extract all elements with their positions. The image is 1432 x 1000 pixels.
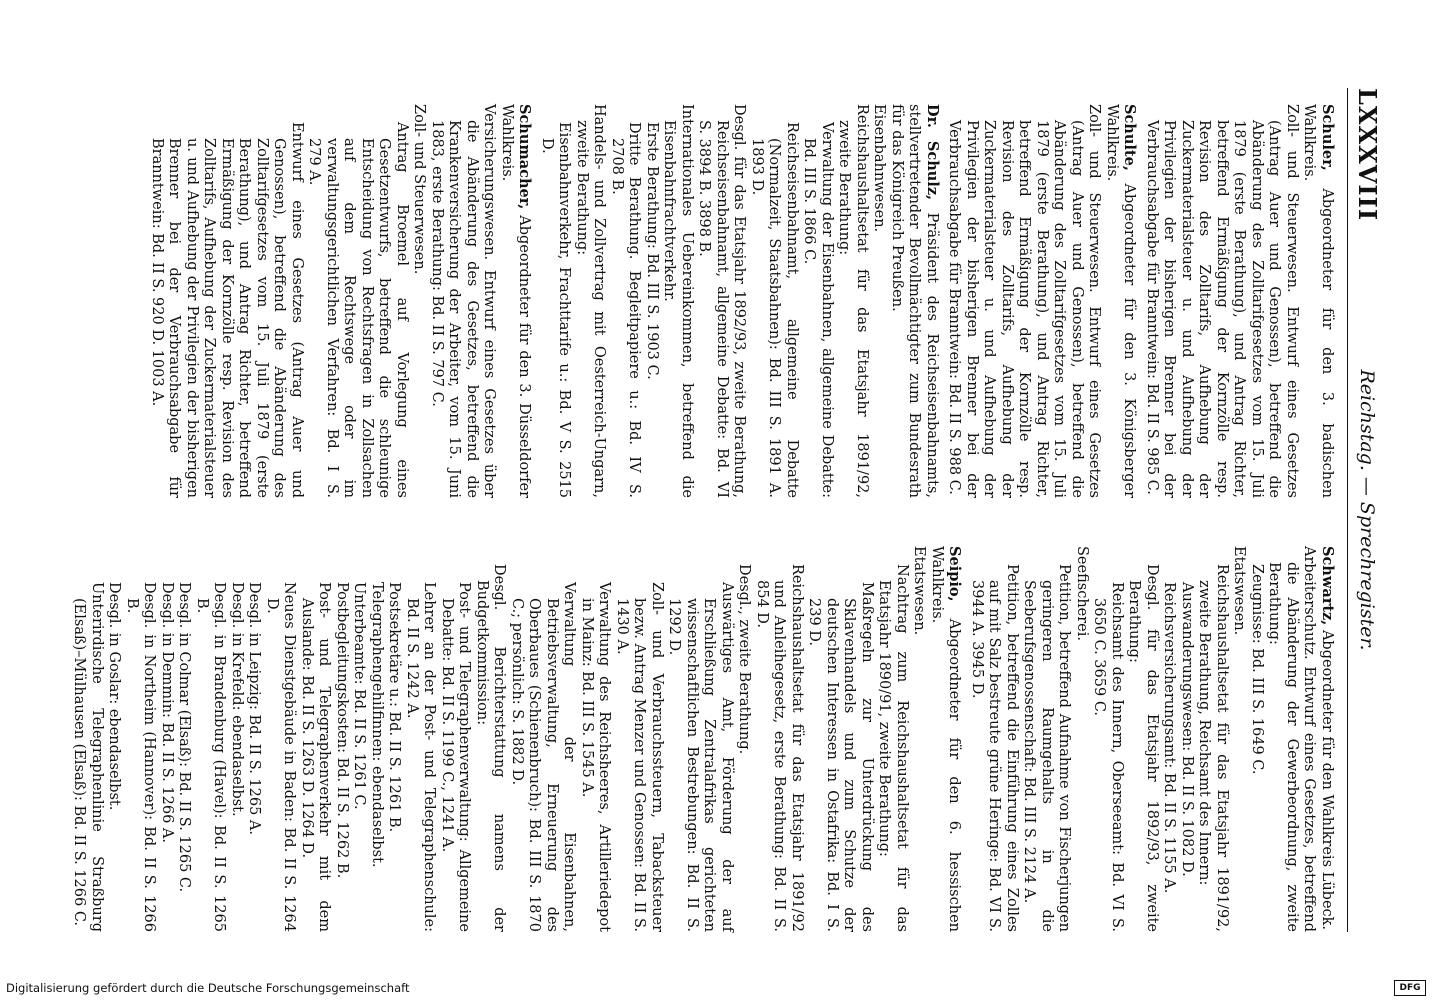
register-line: Desgl. für das Etatsjahr 1892/93, zweite Berathung, Reichseisenbahnamt, allgemeine Debatte: Bd. VI S. 3894 B. 3898 B. (696, 104, 748, 498)
register-line: Etatswesen. (911, 546, 928, 636)
speaker-name: Schumacher, (516, 104, 534, 210)
register-line: Neues Dienstgebäude in Baden: Bd. II S. 1264 D. (264, 582, 298, 932)
register-line: Desgl. in Goslar: ebendaselbst. (106, 582, 123, 811)
left-column (144, 88, 1337, 498)
speaker-description: Abgeordneter für den Wahlkreis Lübeck. (1319, 629, 1335, 931)
register-line: Eisenbahnwesen. (871, 104, 888, 233)
register-line: Desgl. in Northeim (Hannover): Bd. II S. 1266 B. (124, 582, 158, 932)
register-line: Post- und Telegraphenverkehr mit dem Auslande: Bd. II S. 1263 D. 1264 D. (299, 582, 333, 932)
register-line: Auswanderungswesen: Bd. II S. 1082 D. (1179, 582, 1195, 877)
speaker-entry (945, 88, 1139, 498)
register-line: Zoll- und Steuerwesen. Entwurf eines Gesetzes (Antrag Auer und Genossen), betreffend die Abänderung des Zolltarifgesetzes vom 15. Juli 1879 (erste Berathung), und Antrag Richter, betreffend Ermäßigung der Kornzölle resp. Revision des Zolltarifs, Aufhebung der Zuckermaterialsteuer u. und Aufhebung der Privilegien der bisherigen Brenner bei der Verbrauchsabgabe für Branntwein: Bd. II S. 985 C. (1144, 104, 1300, 498)
register-line: Maßregeln zur Unterdrückung des Sklavenhandels und zum Schutze der deutschen Interessen in Ostafrika: Bd. I S. 239 D. (806, 582, 875, 932)
register-line: Desgl. Berichterstattung namens der Budgetkommission: (474, 564, 508, 932)
register-line: Reichshaushaltsetat für das Etatsjahr 1891/92, zweite Berathung: (836, 104, 870, 498)
register-line: Desgl. für das Etatsjahr 1892/93, zweite Berathung: (1126, 564, 1160, 932)
register-line: Desgl. in Colmar (Elsaß): Bd. II S. 1265 C. (176, 582, 193, 893)
speaker-heading (1103, 104, 1139, 498)
speaker-description: Abgeordneter für den 3. badischen Wahlkreis. (1301, 104, 1335, 498)
register-line: Reichseisenbahnamt, allgemeine Debatte (Normalzeit, Staatsbahnen): Bd. III S. 1891 A. 1893 D. (749, 122, 800, 498)
register-line: Reichsamt des Innern, Oberseeamt: Bd. VI S. 3650 C. 3659 C. (1091, 582, 1125, 932)
register-line: Telegraphengehilfinnen: ebendaselbst. (369, 582, 385, 868)
dfg-logo: DFG (1394, 980, 1426, 996)
register-line: Seefischerei. (1074, 546, 1090, 642)
speaker-description: Abgeordneter für den 6. hessischen Wahlkreis. (929, 546, 963, 932)
register-line: Zoll- und Verbrauchssteuern, Tabacksteuer bezw. Antrag Menzer und Genossen: Bd. II S. 1430 A. (614, 582, 665, 932)
digitization-footer (0, 978, 1432, 998)
register-line: Handels- und Zollvertrag mit Oesterreich-Ungarn, zweite Berathung: (574, 104, 608, 498)
register-line: Verwaltung der Eisenbahnen, allgemeine Debatte: Bd. III S. 1866 C. (801, 122, 835, 498)
register-line: Reichshaushaltsetat für das Etatsjahr 1891/92 und Anleihegesetz, erste Berathung: Bd. II S. 854 D. (754, 564, 805, 932)
running-head: Reichstag. — Sprechregister. (1356, 369, 1378, 651)
register-line: Erste Berathung: Bd. III S. 1903 C. (644, 122, 660, 380)
register-line: Desgl. in Demmin: Bd. II S. 1266 A. (159, 582, 175, 843)
register-line: Reichshaushaltsetat für das Etatsjahr 1891/92, zweite Berathung, Reichsamt des Innern: (1196, 564, 1230, 932)
register-line: Petition, betreffend Aufnahme von Fischerjungen geringeren Raumgehalts in die Seeberufsgenossenschaft: Bd. III S. 2124 A. (1021, 564, 1073, 932)
register-line: Versicherungswesen. Entwurf eines Gesetzes über die Abänderung des Gesetzes, betreffend die Krankenversicherung der Arbeiter, vom 15. Juni 1883, erste Berathung: Bd. II S. 797 C. (429, 104, 498, 498)
speaker-heading (1318, 546, 1337, 932)
speaker-entry (1143, 88, 1337, 498)
register-line: Entwurf eines Gesetzes (Antrag Auer und Genossen), betreffend die Abänderung des Zolltarifgesetzes vom 15. Juli 1879 (erste Berathung), und Antrag Richter, betreffend Ermäßigung der Kornzölle resp. Revision des Zolltarifs, Aufhebung der Zuckermaterialsteuer u. und Aufhebung der Privilegien der bisherigen Brenner bei der Verbrauchsabgabe für Branntwein: Bd. II S. 920 D. 1003 A. (149, 122, 305, 498)
register-line: Zoll- und Steuerwesen. Entwurf eines Gesetzes (Antrag Auer und Genossen), betreffend die Abänderung des Zolltarifgesetzes vom 15. Juli 1879 (erste Berathung), und Antrag Richter, betreffend Ermäßigung der Kornzölle resp. Revision des Zolltarifs, Aufhebung der Zuckermaterialsteuer u. und Aufhebung der Privilegien der bisherigen Brenner bei der Verbrauchsabgabe für Branntwein: Bd. II S. 988 C. (946, 104, 1103, 498)
register-line: Arbeiterschutz. Entwurf eines Gesetzes, betreffend die Abänderung der Gewerbeordnung, zweite Berathung: (1266, 546, 1318, 932)
register-line: Auswärtiges Amt, Förderung der auf Erschließung Zentralafrikas gerichteten wissenschaftlichen Bestrebungen: Bd. II S. 1292 D. (666, 582, 735, 932)
register-line: Lehrer an der Post- und Telegraphenschule: Bd. II S. 1242 A. (404, 582, 438, 932)
register-line: Desgl. in Leipzig: Bd. II S. 1265 A. (246, 582, 263, 835)
speaker-heading (888, 104, 942, 498)
register-line: Reichsversicherungsamt: Bd. II S. 1155 A. (1161, 582, 1178, 894)
speaker-entry (968, 530, 1337, 932)
register-line: Verwaltung des Reichsheeres, Artilleriedepot in Mainz: Bd. III S. 1545 A. (579, 582, 613, 932)
register-line: Unterbeamte: Bd. II S. 1261 C. (351, 582, 368, 810)
right-column (66, 530, 1336, 932)
register-line: Desgl. in Brandenburg (Havel): Bd. II S. 1265 B. (194, 582, 228, 932)
speaker-name: Dr. Schulz, (924, 104, 941, 201)
page-header (1347, 88, 1382, 932)
register-line: Internationales Uebereinkommen, betreffend die Eisenbahnfrachtverkehr. (661, 104, 695, 498)
register-line: Dritte Berathung. Begleitpapiere u.: Bd. IV S. 2708 B. (609, 122, 643, 498)
register-line: Eisenbahnverkehr, Frachttarife u.: Bd. V S. 2515 D. (539, 122, 573, 498)
speaker-description: Präsident des Reichseisenbahnamts, stellvertretender Bevollmächtigter zum Bundesrath für das Königreich Preußen. (889, 104, 940, 499)
speaker-description: Abgeordneter für den 3. Königsberger Wahlkreis. (1104, 104, 1138, 499)
speaker-entry (538, 88, 942, 498)
footer-credit: Digitalisierung gefördert durch die Deutsche Forschungsgemeinschaft (6, 981, 410, 995)
speaker-heading (1300, 104, 1336, 498)
speaker-heading (928, 546, 964, 932)
register-line: Zoll- und Steuerwesen. (411, 104, 428, 275)
register-line: Nachtrag zum Reichshaushaltsetat für das Etatsjahr 1890/91, zweite Berathung: (876, 564, 910, 932)
speaker-entry (148, 88, 534, 498)
page-number: LXXXVIII (1353, 88, 1382, 222)
speaker-name: Schwartz, (1319, 546, 1336, 626)
register-line: Antrag Broemel auf Vorlegung eines Gesetzentwurfs, betreffend die schleunige Entscheidung von Rechtsfragen in Zollsachen auf dem Rechtswege oder im verwaltungsgerichtlichen Verfahren: Bd. I S. 279 A. (306, 122, 410, 498)
speaker-name: Seipio, (946, 546, 964, 602)
register-line: Etatswesen. (1231, 546, 1248, 636)
register-line: Postsekretäre u.: Bd. II S. 1261 B. (386, 582, 403, 833)
speaker-name: Schulte, (1121, 104, 1139, 171)
register-line: Verwaltung der Eisenbahnen, Betriebsverwaltung, Erneuerung des Oberbaues (Schienenbruch): Bd. III S. 1870 C.; persönlich: S. 1882 D. (509, 582, 578, 932)
speaker-name: Schuler, (1319, 104, 1336, 171)
register-line: Post- und Telegraphenverwaltung: Allgemeine Debatte: Bd. II S. 1199 C., 1241 A. (439, 582, 473, 932)
register-line: Desgl., zweite Berathung. (736, 564, 753, 755)
speaker-entry (70, 530, 964, 932)
speaker-description: Abgeordneter für den 3. Düsseldorfer Wahlkreis. (499, 104, 533, 498)
register-line: Zeugnisse: Bd. III S. 1649 C. (1249, 564, 1265, 775)
register-line: Petition, betreffend die Einführung eines Zolles auf mit Salz bestreute grüne Heringe: Bd. VI S. 3944 A. 3945 D. (969, 564, 1020, 932)
register-line: Unterirdische Telegraphenlinie Straßburg (Elsaß)–Mülhausen (Elsaß): Bd. II S. 1266 C. (71, 582, 105, 932)
speaker-heading (498, 104, 534, 498)
register-line: Postbegleitungskosten: Bd. II S. 1262 B. (334, 582, 350, 879)
register-line: Desgl. in Krefeld: ebendaselbst. (229, 582, 245, 817)
